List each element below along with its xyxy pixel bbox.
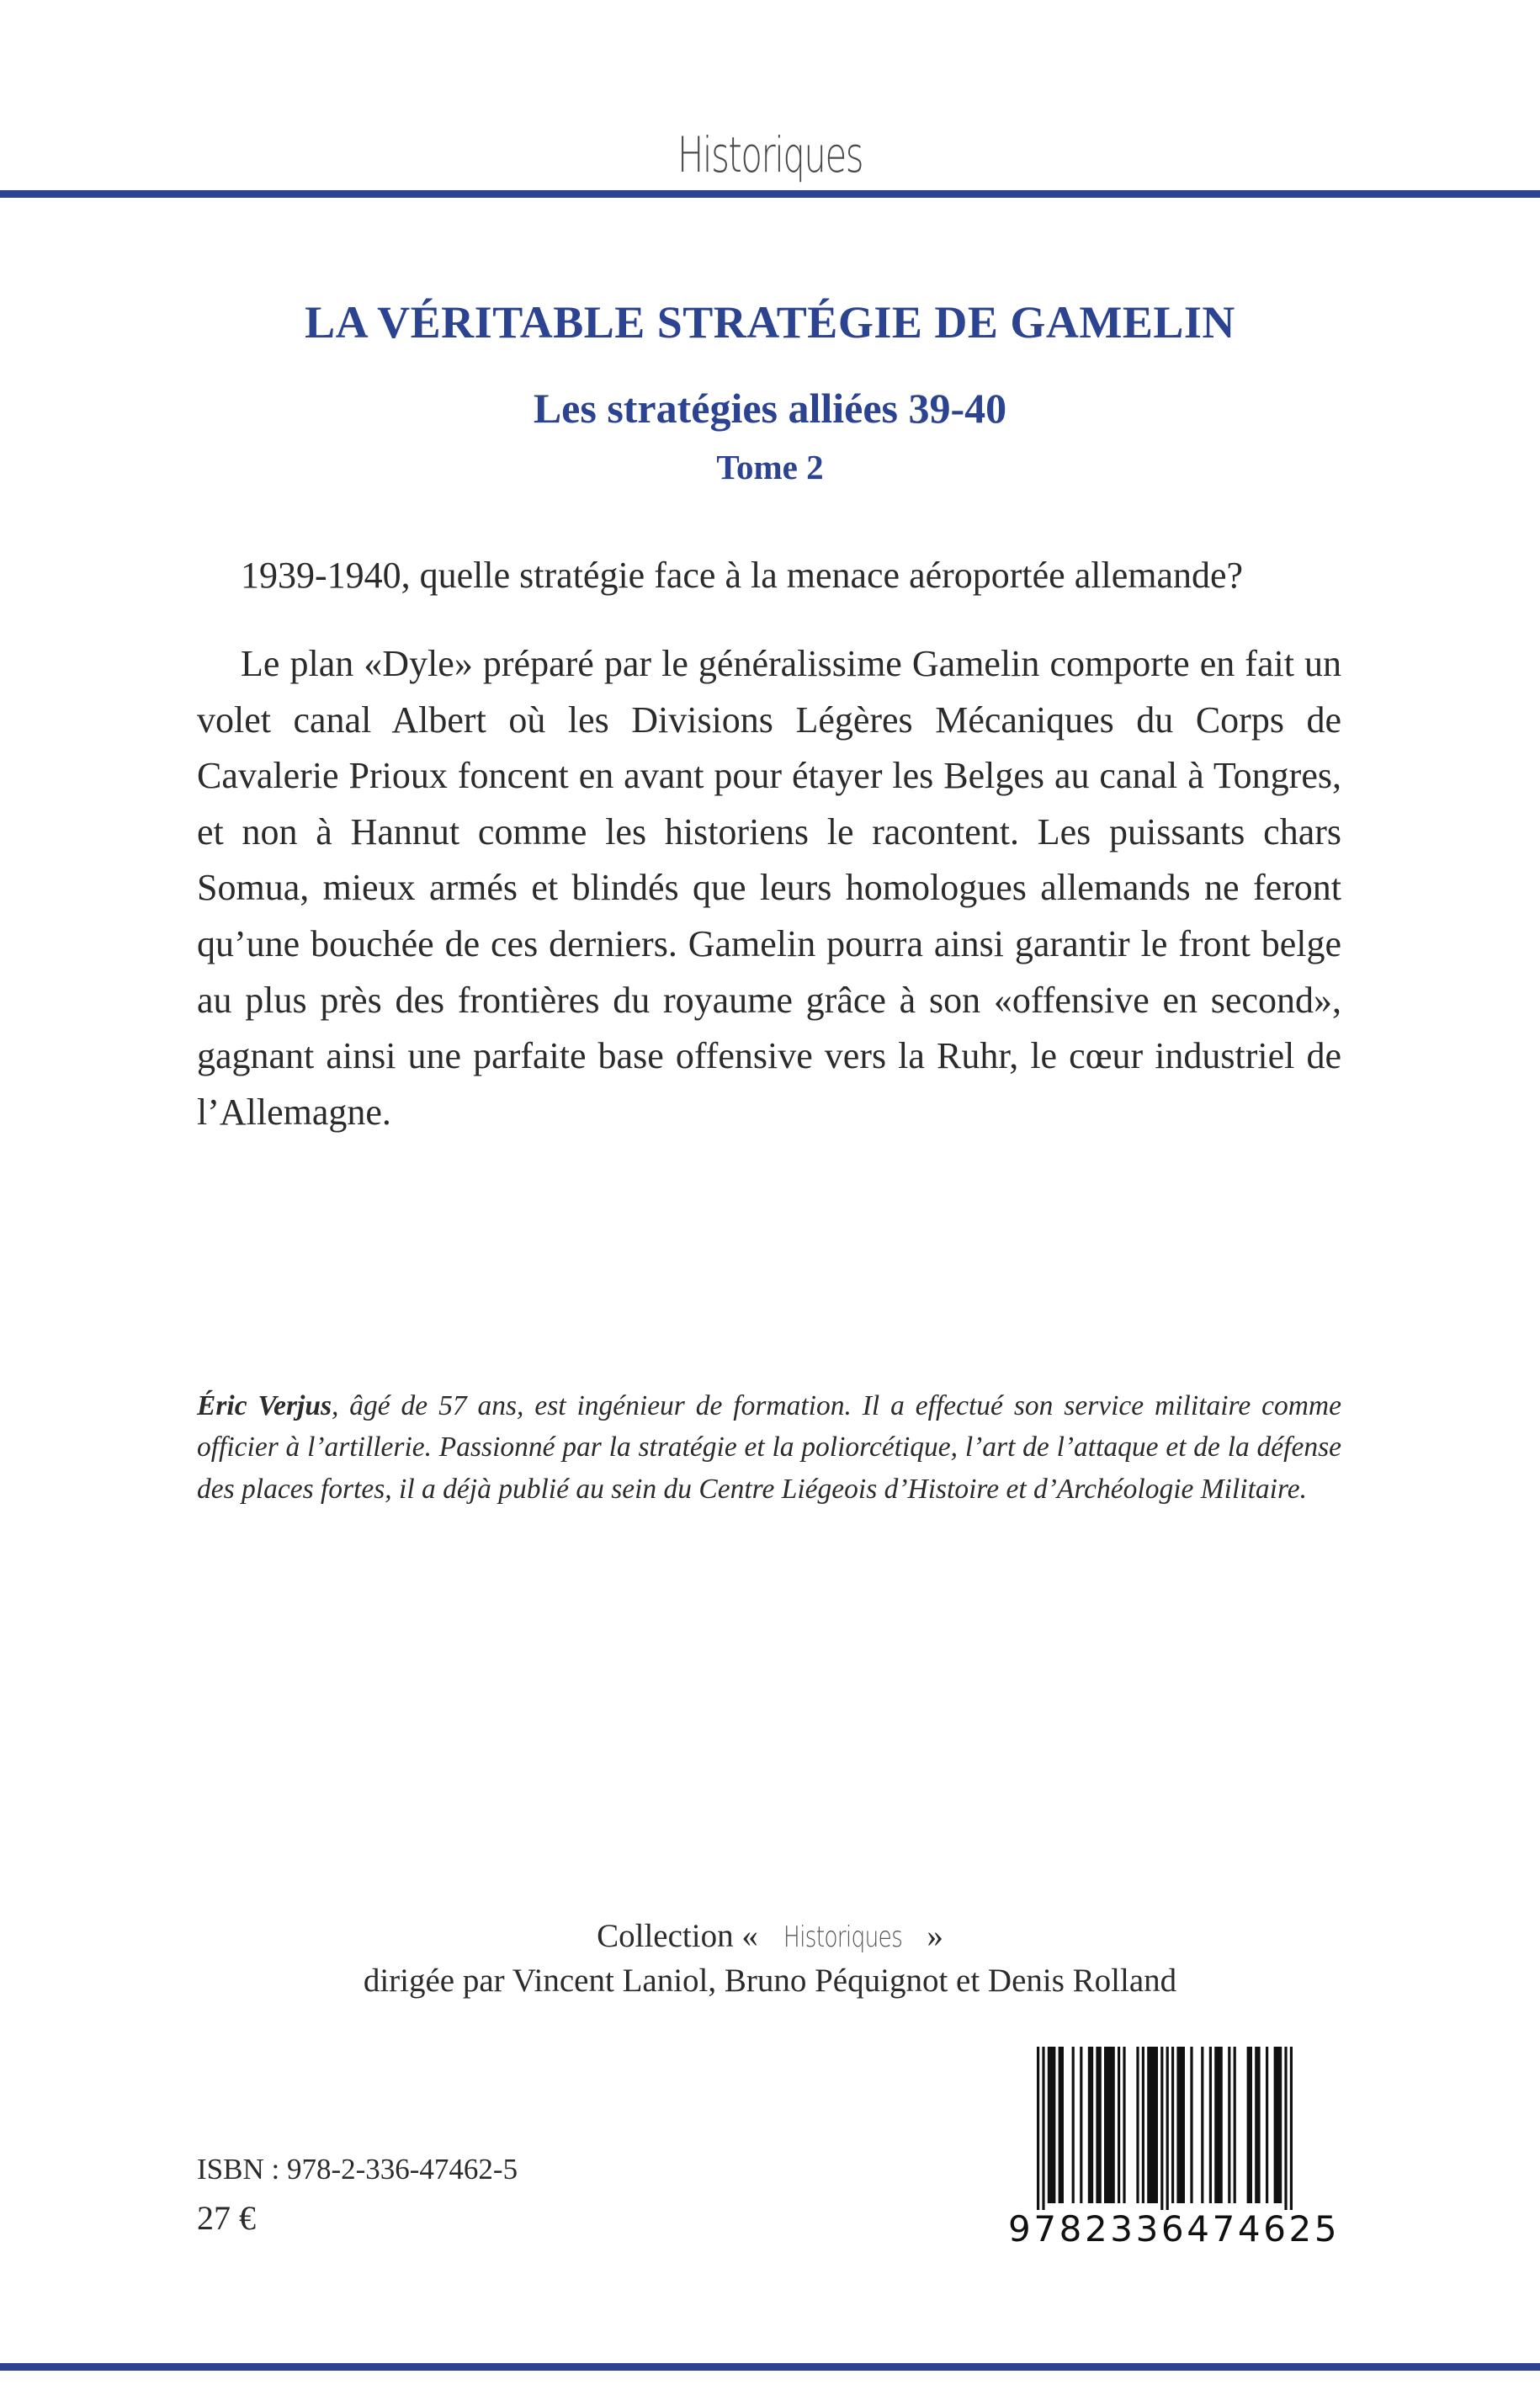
book-subtitle: Les stratégies alliées 39-40 bbox=[533, 385, 1007, 432]
volume-label: Tome 2 bbox=[716, 448, 824, 486]
barcode-bar bbox=[1201, 2047, 1203, 2203]
barcode-bar bbox=[1037, 2047, 1039, 2210]
barcode bbox=[1008, 2042, 1341, 2254]
summary-lead: 1939-1940, quelle stratégie face à la menace aéroportée allemande? bbox=[241, 555, 1244, 596]
barcode-bar bbox=[1190, 2047, 1192, 2203]
barcode-bars bbox=[1008, 2042, 1314, 2210]
barcode-bar bbox=[1104, 2047, 1115, 2203]
barcode-bar bbox=[1247, 2047, 1252, 2203]
barcode-bar bbox=[1266, 2047, 1268, 2203]
isbn: ISBN : 978-2-336-47462-5 bbox=[197, 2153, 518, 2186]
author-name: Éric Verjus bbox=[197, 1390, 332, 1421]
collection-name: Historiques bbox=[783, 1920, 902, 1954]
barcode-bar bbox=[1096, 2047, 1101, 2203]
barcode-bar bbox=[1176, 2047, 1185, 2203]
barcode-bar bbox=[1147, 2047, 1158, 2203]
collection-suffix: » bbox=[927, 1918, 943, 1954]
barcode-bar bbox=[1080, 2047, 1082, 2203]
barcode-bar bbox=[1214, 2047, 1223, 2203]
barcode-bar bbox=[1228, 2047, 1230, 2203]
barcode-bar bbox=[1160, 2047, 1163, 2210]
bottom-rule bbox=[0, 2363, 1540, 2371]
barcode-bar bbox=[1234, 2047, 1236, 2203]
author-bio bbox=[197, 1385, 1341, 1510]
collection-prefix: Collection « bbox=[597, 1918, 758, 1954]
barcode-bar bbox=[1142, 2047, 1144, 2203]
price: 27 € bbox=[197, 2199, 256, 2237]
barcode-bar bbox=[1059, 2047, 1064, 2203]
collection-info bbox=[0, 1915, 1540, 2003]
barcode-bar bbox=[1042, 2047, 1044, 2210]
barcode-bar bbox=[1255, 2047, 1260, 2203]
collection-line bbox=[0, 1915, 1540, 1959]
barcode-bar bbox=[1290, 2047, 1293, 2210]
barcode-bar bbox=[1166, 2047, 1169, 2210]
barcode-bar bbox=[1209, 2047, 1212, 2203]
barcode-bar bbox=[1136, 2047, 1139, 2203]
book-title: LA VÉRITABLE STRATÉGIE DE GAMELIN bbox=[305, 297, 1235, 348]
author-bio-text: , âgé de 57 ans, est ingénieur de formation. Il a effectué son service militaire comme officier à l’artillerie. Passionné par la stratégie et la poliorcétique, l’art de l’attaque et de la défense des places fortes, il a déjà publié au sein du Centre Liégeois d’Histoire et d’Archéologie Militaire. bbox=[197, 1390, 1341, 1505]
barcode-bar bbox=[1048, 2047, 1056, 2203]
barcode-bar bbox=[1274, 2047, 1282, 2203]
collection-directors: dirigée par Vincent Laniol, Bruno Péquignot et Denis Rolland bbox=[363, 1963, 1177, 1999]
top-rule bbox=[0, 190, 1540, 198]
summary-body: Le plan «Dyle» préparé par le généralissime Gamelin comporte en fait un volet canal Albert où les Divisions Légères Mécaniques du Corps de Cavalerie Prioux foncent en avant pour étayer les Belges au canal à Tongres, et non à Hannut comme les historiens le racontent. Les puissants chars Somua, mieux armés et blindés que leurs homologues allemands ne feront qu’une bouchée de ces derniers. Gamelin pourra ainsi garantir le front belge au plus près des frontières du royaume grâce à son «offensive en second», gagnant ainsi une parfaite base offensive vers la Ruhr, le cœur industriel de l’Allemagne. bbox=[197, 643, 1341, 1133]
barcode-bar bbox=[1072, 2047, 1075, 2203]
barcode-bar bbox=[1171, 2047, 1174, 2203]
series-logo: Historiques bbox=[677, 126, 863, 183]
barcode-bar bbox=[1088, 2047, 1093, 2203]
barcode-bar bbox=[1123, 2047, 1125, 2203]
barcode-digits: 9782336474625 bbox=[1008, 2208, 1341, 2250]
barcode-bar bbox=[1284, 2047, 1287, 2210]
barcode-bar bbox=[1118, 2047, 1120, 2203]
